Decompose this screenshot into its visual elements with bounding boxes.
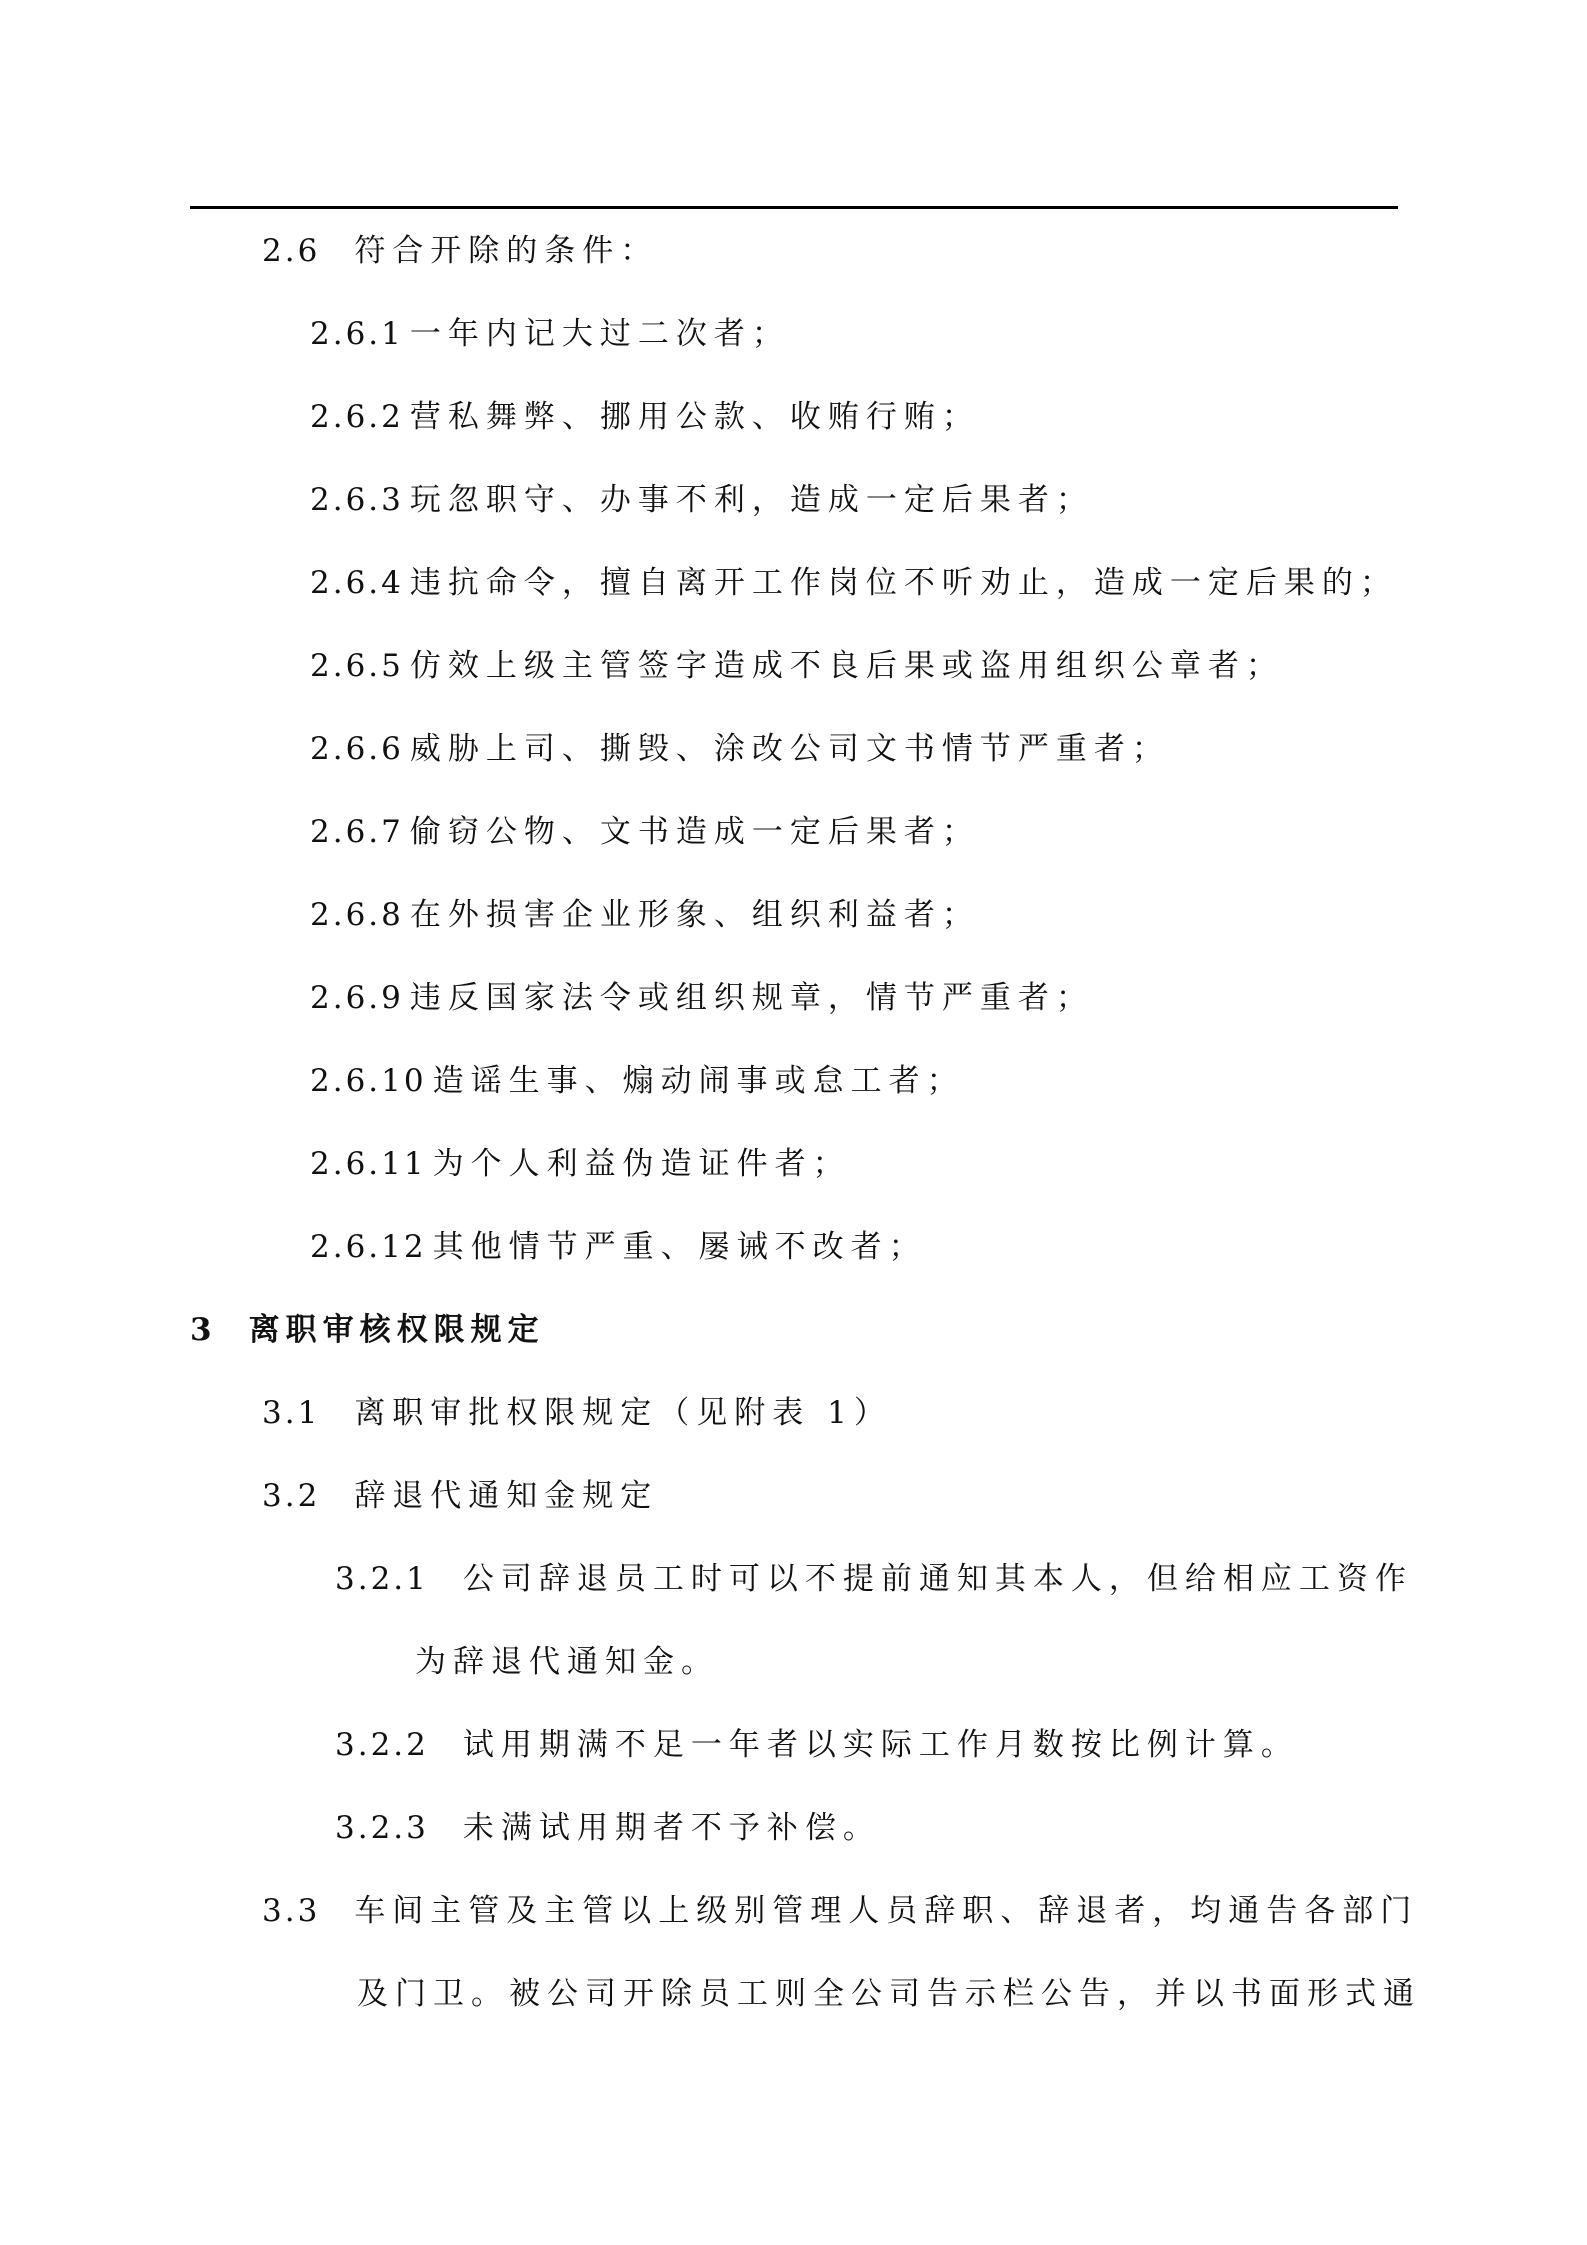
header-rule bbox=[190, 206, 1398, 209]
item-text: 试用期满不足一年者以实际工作月数按比例计算。 bbox=[462, 1727, 1299, 1763]
item-number: 2.6.7 bbox=[310, 814, 404, 850]
section-title: 符合开除的条件： bbox=[354, 233, 659, 269]
list-item bbox=[310, 1061, 965, 1101]
item-number: 2.6.4 bbox=[310, 565, 404, 601]
list-item bbox=[310, 563, 1398, 603]
item-number: 3.2.2 bbox=[335, 1727, 429, 1763]
item-number: 2.6.11 bbox=[310, 1146, 427, 1182]
item-text: 偷窃公物、文书造成一定后果者； bbox=[409, 814, 980, 850]
section-3-1 bbox=[262, 1393, 892, 1433]
item-number: 2.6.5 bbox=[310, 648, 404, 684]
item-text: 仿效上级主管签字造成不良后果或盗用组织公章者； bbox=[409, 648, 1284, 684]
section-number: 2.6 bbox=[262, 233, 321, 269]
section-number: 3.1 bbox=[262, 1395, 321, 1431]
item-text: 一年内记大过二次者； bbox=[409, 316, 790, 352]
section-text: 辞退代通知金规定 bbox=[354, 1478, 659, 1514]
list-item bbox=[335, 1725, 1299, 1765]
item-text: 玩忽职守、办事不利，造成一定后果者； bbox=[409, 482, 1094, 518]
list-item-continuation bbox=[415, 1642, 719, 1682]
item-number: 2.6.2 bbox=[310, 399, 404, 435]
list-item bbox=[310, 978, 1094, 1018]
item-number: 2.6.10 bbox=[310, 1063, 427, 1099]
item-text: 在外损害企业形象、组织利益者； bbox=[409, 897, 980, 933]
item-text: 为辞退代通知金。 bbox=[415, 1644, 719, 1680]
list-item bbox=[335, 1808, 881, 1848]
section-title: 离职审核权限规定 bbox=[248, 1312, 545, 1348]
section-3-2 bbox=[262, 1476, 658, 1516]
section-text: 车间主管及主管以上级别管理人员辞职、辞退者，均通告各部门 bbox=[354, 1893, 1419, 1929]
section-2-6-heading bbox=[262, 231, 658, 271]
item-text: 未满试用期者不予补偿。 bbox=[462, 1810, 881, 1846]
item-text: 违反国家法令或组织规章，情节严重者； bbox=[409, 980, 1094, 1016]
item-number: 2.6.12 bbox=[310, 1229, 427, 1265]
item-text: 威胁上司、撕毁、涂改公司文书情节严重者； bbox=[409, 731, 1170, 767]
item-number: 2.6.9 bbox=[310, 980, 404, 1016]
section-text: 及门卫。被公司开除员工则全公司告示栏公告，并以书面形式通 bbox=[357, 1976, 1421, 2012]
list-item bbox=[310, 895, 980, 935]
item-text: 公司辞退员工时可以不提前通知其本人，但给相应工资作 bbox=[462, 1561, 1413, 1597]
item-number: 2.6.8 bbox=[310, 897, 404, 933]
item-number: 3.2.1 bbox=[335, 1561, 429, 1597]
list-item bbox=[310, 314, 790, 354]
section-number: 3.3 bbox=[262, 1893, 321, 1929]
list-item bbox=[310, 729, 1170, 769]
section-3-heading bbox=[190, 1310, 545, 1350]
section-3-3 bbox=[262, 1891, 1418, 1931]
section-number: 3.2 bbox=[262, 1478, 321, 1514]
list-item bbox=[310, 1144, 851, 1184]
list-item bbox=[335, 1559, 1413, 1599]
list-item bbox=[310, 397, 980, 437]
item-number: 2.6.3 bbox=[310, 482, 404, 518]
list-item bbox=[310, 480, 1094, 520]
section-number: 3 bbox=[190, 1312, 215, 1348]
item-number: 2.6.6 bbox=[310, 731, 404, 767]
item-number: 2.6.1 bbox=[310, 316, 404, 352]
item-text: 营私舞弊、挪用公款、收贿行贿； bbox=[409, 399, 980, 435]
item-text: 为个人利益伪造证件者； bbox=[432, 1146, 851, 1182]
section-3-3-continuation bbox=[357, 1974, 1421, 2014]
section-text: 离职审批权限规定（见附表 1） bbox=[354, 1395, 892, 1431]
list-item bbox=[310, 812, 980, 852]
list-item bbox=[310, 1227, 927, 1267]
item-text: 其他情节严重、屡诫不改者； bbox=[432, 1229, 927, 1265]
item-text: 违抗命令，擅自离开工作岗位不听劝止，造成一定后果的； bbox=[409, 565, 1398, 601]
list-item bbox=[310, 646, 1284, 686]
item-text: 造谣生事、煽动闹事或怠工者； bbox=[432, 1063, 965, 1099]
item-number: 3.2.3 bbox=[335, 1810, 429, 1846]
